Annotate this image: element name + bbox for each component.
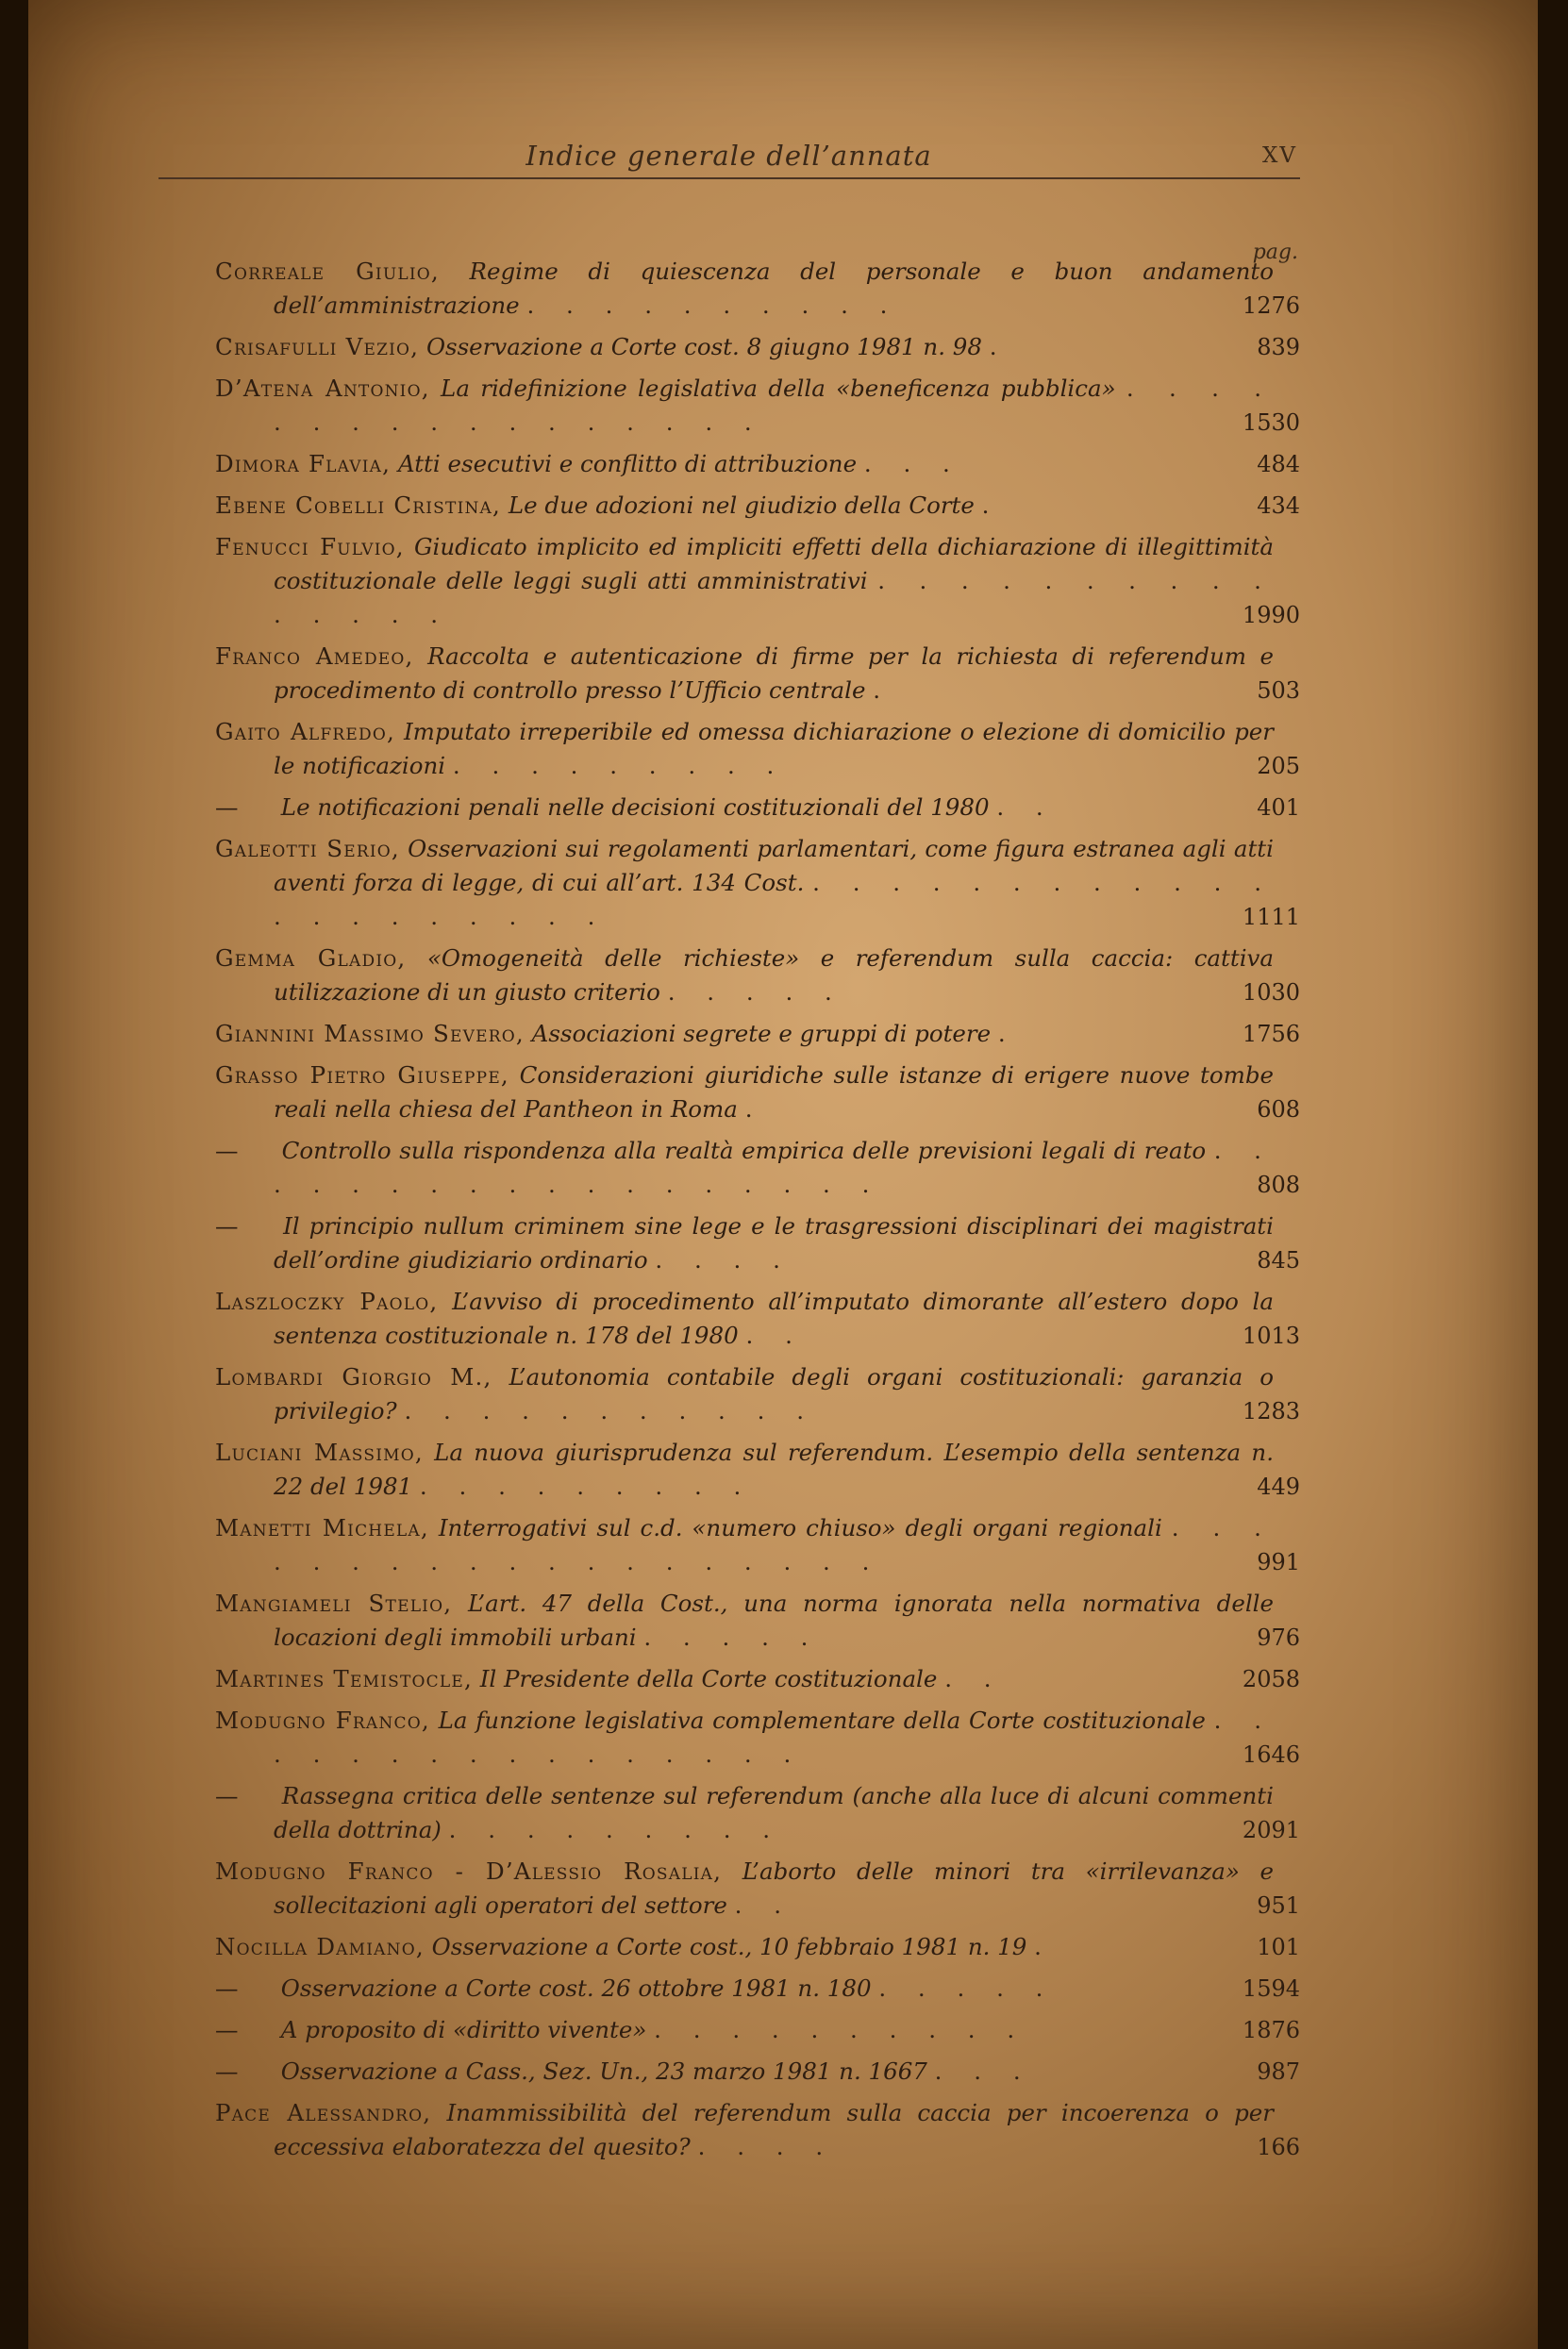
entry-title: La ridefinizione legislativa della «beneficenza pubblica» <box>441 375 1116 402</box>
leader-dots: . . . . <box>697 2133 836 2160</box>
entry-page: 2091 <box>1242 1817 1300 1843</box>
index-entry <box>215 715 1300 783</box>
entry-page: 1530 <box>1242 409 1300 436</box>
entry-page: 976 <box>1257 1624 1300 1651</box>
entry-author: Manetti Michela, <box>215 1514 429 1541</box>
entry-title: Giudicato implicito ed impliciti effetti della dichiarazione di illegittimità costituzionale delle leggi sugli atti amministrativi <box>274 533 1274 594</box>
entry-title: Il principio nullum criminem sine lege e le trasgressioni disciplinari dei magistrati dell’ordine giudiziario ordinario <box>274 1212 1274 1274</box>
dash-marker: — <box>215 2016 239 2043</box>
index-entry <box>215 372 1300 440</box>
index-entry <box>215 1587 1300 1655</box>
entry-page: 166 <box>1257 2134 1300 2160</box>
leader-dots: . <box>744 1095 765 1123</box>
entry-page: 1111 <box>1242 904 1300 930</box>
entry-author: Franco Amedeo, <box>215 642 414 670</box>
leader-dots: . . . . . <box>667 978 844 1006</box>
entry-page: 808 <box>1257 1172 1300 1198</box>
entry-title: Le due adozioni nel giudizio della Corte <box>508 491 975 519</box>
index-entries <box>215 255 1300 2172</box>
entry-page: 101 <box>1257 1934 1300 1960</box>
entry-title: Interrogativi sul c.d. «numero chiuso» degli organi regionali <box>438 1514 1162 1541</box>
entry-author: Nocilla Damiano, <box>215 1933 425 1960</box>
leader-dots: . . . . . . . . . . . . . . . . <box>274 1707 1274 1768</box>
entry-page: 449 <box>1257 1474 1300 1500</box>
entry-title: Associazioni segrete e gruppi di potere <box>531 1020 992 1047</box>
entry-author: Martines Temistocle, <box>215 1665 473 1692</box>
entry-title: «Omogeneità delle richieste» e referendum sulla caccia: cattiva utilizzazione di un giusto criterio <box>274 944 1274 1006</box>
book-page <box>28 0 1538 2349</box>
entry-title: Osservazioni sui regolamenti parlamentari, come figura estranea agli atti aventi forza di legge, di cui all’art. 134 Cost. <box>274 835 1274 896</box>
leader-dots: . . . . . . . . . . <box>654 2016 1027 2043</box>
dash-marker: — <box>215 1212 239 1240</box>
entry-title: Osservazione a Corte cost. 8 giugno 1981 n. 98 <box>425 333 982 360</box>
index-entry <box>215 1209 1300 1277</box>
entry-author: Correale Giulio, <box>215 258 440 285</box>
entry-author: Laszloczky Paolo, <box>215 1288 439 1315</box>
entry-page: 991 <box>1257 1549 1300 1575</box>
entry-author: Crisafulli Vezio, <box>215 333 420 360</box>
entry-page: 1030 <box>1242 979 1300 1006</box>
entry-page: 401 <box>1257 794 1300 821</box>
entry-title: Regime di quiescenza del personale e buon andamento dell’amministrazione <box>274 258 1275 319</box>
dash-marker: — <box>215 793 239 821</box>
index-entry <box>215 640 1300 708</box>
index-entry <box>215 489 1300 523</box>
dash-marker: — <box>215 1782 239 1809</box>
index-entry <box>215 1511 1300 1579</box>
leader-dots: . <box>997 1020 1018 1047</box>
entry-author: Mangiameli Stelio, <box>215 1590 453 1617</box>
entry-title: Le notificazioni penali nelle decisioni costituzionali del 1980 <box>280 793 990 821</box>
entry-page: 608 <box>1257 1096 1300 1123</box>
entry-author: Giannini Massimo Severo, <box>215 1020 525 1047</box>
leader-dots: . . . . . <box>878 1974 1056 2002</box>
header-page-number: XV <box>1262 143 1297 168</box>
entry-page: 1283 <box>1242 1398 1300 1424</box>
index-entry <box>215 1134 1300 1202</box>
index-entry <box>215 941 1300 1009</box>
index-entry <box>215 832 1300 934</box>
entry-title: Imputato irreperibile ed omessa dichiarazione o elezione di domicilio per le notificazioni <box>274 718 1274 779</box>
entry-page: 987 <box>1257 2058 1300 2085</box>
entry-title: L’autonomia contabile degli organi costituzionali: garanzia o privilegio? <box>274 1363 1274 1424</box>
entry-author: Gemma Gladio, <box>215 944 407 972</box>
entry-title: Il Presidente della Corte costituzionale <box>479 1665 938 1692</box>
dash-marker: — <box>215 1974 239 2002</box>
leader-dots: . <box>989 333 1009 360</box>
leader-dots: . . . . . . . . . . . . . . . . . . <box>274 1137 1274 1198</box>
index-entry <box>215 1704 1300 1772</box>
entry-author: Grasso Pietro Giuseppe, <box>215 1061 509 1089</box>
entry-page: 1594 <box>1242 1975 1300 2002</box>
entry-page: 434 <box>1257 492 1300 519</box>
leader-dots: . . . <box>934 2057 1033 2085</box>
index-entry <box>215 2055 1300 2089</box>
leader-dots: . <box>1034 1933 1054 1960</box>
index-entry <box>215 1972 1300 2006</box>
index-entry <box>215 2096 1300 2164</box>
entry-author: Modugno Franco - D’Alessio Rosalia, <box>215 1858 723 1885</box>
entry-page: 1990 <box>1242 602 1300 628</box>
entry-page: 1276 <box>1242 292 1300 319</box>
entry-page: 845 <box>1257 1247 1300 1274</box>
leader-dots: . . . . . . . . . <box>448 1816 783 1843</box>
leader-dots: . . . . . . . . . <box>452 752 787 779</box>
entry-author: Pace Alessandro, <box>215 2099 432 2126</box>
leader-dots: . <box>981 491 1002 519</box>
entry-page: 205 <box>1257 753 1300 779</box>
leader-dots: . . . . . . . . . <box>419 1473 754 1500</box>
leader-dots: . . . . . . . . . . . <box>404 1397 816 1424</box>
leader-dots: . . . . . <box>643 1624 821 1651</box>
index-entry <box>215 1930 1300 1964</box>
page-column-label: pag. <box>1252 241 1298 264</box>
entry-page: 839 <box>1257 334 1300 360</box>
entry-title: La funzione legislativa complementare della Corte costituzionale <box>438 1707 1206 1734</box>
leader-dots: . . <box>944 1665 1004 1692</box>
index-entry <box>215 1779 1300 1847</box>
leader-dots: . . . . <box>655 1246 792 1274</box>
index-entry <box>215 1360 1300 1428</box>
index-entry <box>215 1017 1300 1051</box>
header-rule <box>158 177 1300 179</box>
index-entry <box>215 791 1300 825</box>
entry-page: 1756 <box>1242 1021 1300 1047</box>
entry-author: D’Atena Antonio, <box>215 375 430 402</box>
entry-page: 1013 <box>1242 1323 1300 1349</box>
entry-author: Galeotti Serio, <box>215 835 400 862</box>
entry-title: La nuova giurisprudenza sul referendum. L’esempio della sentenza n. 22 del 1981 <box>274 1439 1274 1500</box>
leader-dots: . . <box>745 1322 805 1349</box>
entry-title: L’art. 47 della Cost., una norma ignorata nella normativa delle locazioni degli immobili urbani <box>274 1590 1274 1651</box>
entry-title: Inammissibilità del referendum sulla caccia per incoerenza o per eccessiva elaboratezza del quesito? <box>274 2099 1275 2160</box>
dash-marker: — <box>215 2057 239 2085</box>
entry-page: 1876 <box>1242 2017 1300 2043</box>
dash-marker: — <box>215 1137 239 1164</box>
leader-dots: . . . . . . . . . . . . . . . . . . . <box>274 1514 1274 1575</box>
entry-page: 951 <box>1257 1892 1300 1919</box>
index-entry <box>215 255 1300 323</box>
index-entry <box>215 530 1300 632</box>
entry-author: Luciani Massimo, <box>215 1439 424 1466</box>
entry-title: Raccolta e autenticazione di firme per la richiesta di referendum e procedimento di controllo presso l’Ufficio centrale <box>274 642 1275 704</box>
leader-dots: . . <box>734 1891 794 1919</box>
header-title: Indice generale dell’annata <box>525 140 932 172</box>
index-entry <box>215 2013 1300 2047</box>
entry-title: L’aborto delle minori tra «irrilevanza» e sollecitazioni agli operatori del settore <box>274 1858 1274 1919</box>
entry-page: 484 <box>1257 451 1300 477</box>
leader-dots: . . . . . . . . . . . . . . . <box>274 567 1274 628</box>
leader-dots: . . . <box>863 450 962 477</box>
index-entry <box>215 447 1300 481</box>
entry-title: L’avviso di procedimento all’imputato dimorante all’estero dopo la sentenza costituzionale n. 178 del 1980 <box>274 1288 1275 1349</box>
index-entry <box>215 1058 1300 1126</box>
leader-dots: . . . . . . . . . . . . . . . . . . . . . <box>274 869 1274 930</box>
entry-title: A proposito di «diritto vivente» <box>280 2016 647 2043</box>
index-entry <box>215 1662 1300 1696</box>
leader-dots: . . . . . . . . . . <box>526 292 900 319</box>
running-header <box>160 140 1297 177</box>
entry-title: Osservazione a Cass., Sez. Un., 23 marzo 1981 n. 1667 <box>280 2057 927 2085</box>
index-entry <box>215 330 1300 364</box>
entry-page: 2058 <box>1242 1666 1300 1692</box>
entry-title: Considerazioni giuridiche sulle istanze di erigere nuove tombe reali nella chiesa del Pantheon in Roma <box>274 1061 1274 1123</box>
entry-author: Ebene Cobelli Cristina, <box>215 491 502 519</box>
entry-title: Controllo sulla rispondenza alla realtà empirica delle previsioni legali di reato <box>281 1137 1207 1164</box>
index-entry <box>215 1436 1300 1504</box>
leader-dots: . . <box>996 793 1056 821</box>
index-entry <box>215 1855 1300 1923</box>
entry-page: 1646 <box>1242 1741 1300 1768</box>
entry-author: Fenucci Fulvio, <box>215 533 405 560</box>
index-entry <box>215 1285 1300 1353</box>
leader-dots: . . . . . . . . . . . . . . . . . <box>274 375 1275 436</box>
entry-author: Gaito Alfredo, <box>215 718 395 745</box>
entry-title: Osservazione a Corte cost. 26 ottobre 1981 n. 180 <box>280 1974 872 2002</box>
entry-title: Atti esecutivi e conflitto di attribuzione <box>397 450 858 477</box>
entry-title: Rassegna critica delle sentenze sul referendum (anche alla luce di alcuni commenti della dottrina) <box>274 1782 1274 1843</box>
entry-author: Lombardi Giorgio M., <box>215 1363 492 1391</box>
entry-author: Modugno Franco, <box>215 1707 430 1734</box>
entry-title: Osservazione a Corte cost., 10 febbraio 1981 n. 19 <box>431 1933 1027 1960</box>
entry-author: Dimora Flavia, <box>215 450 392 477</box>
entry-page: 503 <box>1257 677 1300 704</box>
leader-dots: . <box>873 676 893 704</box>
